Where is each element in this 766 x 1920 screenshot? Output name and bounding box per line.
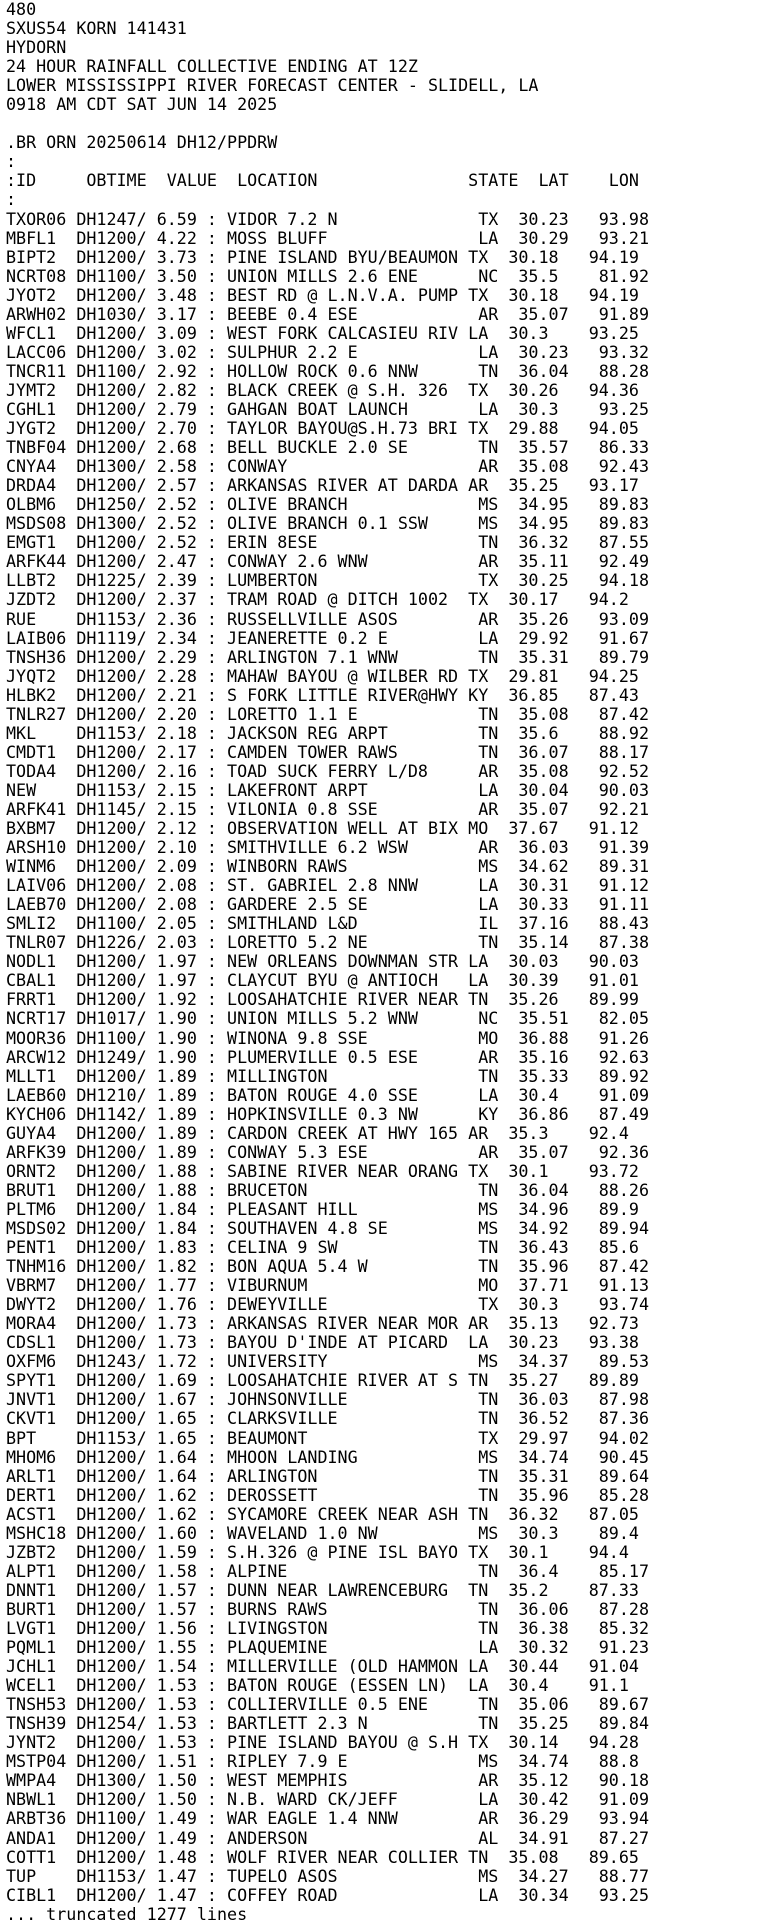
comment-line: :: [6, 151, 17, 172]
data-row: WINM6 DH1200/ 2.09 : WINBORN RAWS MS 34.62 89.31: [6, 856, 649, 877]
data-row: ARFK39 DH1200/ 1.89 : CONWAY 5.3 ESE AR 35.07 92.36: [6, 1141, 649, 1162]
data-row: NEW DH1153/ 2.15 : LAKEFRONT ARPT LA 30.04 90.03: [6, 779, 649, 800]
data-row: MBFL1 DH1200/ 4.22 : MOSS BLUFF LA 30.29 93.21: [6, 227, 649, 248]
data-row: LACC06 DH1200/ 3.02 : SULPHUR 2.2 E LA 30.23 93.32: [6, 341, 649, 362]
data-row: TUP DH1153/ 1.47 : TUPELO ASOS MS 34.27 88.77: [6, 1865, 649, 1886]
data-row: CBAL1 DH1200/ 1.97 : CLAYCUT BYU @ ANTIOCH LA 30.39 91.01: [6, 970, 639, 991]
data-row: JYMT2 DH1200/ 2.82 : BLACK CREEK @ S.H. 326 TX 30.26 94.36: [6, 379, 639, 400]
data-row: WCEL1 DH1200/ 1.53 : BATON ROUGE (ESSEN LN) LA 30.4 91.1: [6, 1675, 629, 1696]
br-line: .BR ORN 20250614 DH12/PPDRW: [6, 132, 278, 153]
data-row: TNCR11 DH1100/ 2.92 : HOLLOW ROCK 0.6 NNW TN 36.04 88.28: [6, 360, 649, 381]
data-row: DERT1 DH1200/ 1.62 : DEROSSETT TN 35.96 85.28: [6, 1484, 649, 1505]
data-row: TNLR27 DH1200/ 2.20 : LORETTO 1.1 E TN 35.08 87.42: [6, 703, 649, 724]
data-row: ALPT1 DH1200/ 1.58 : ALPINE TN 36.4 85.17: [6, 1560, 649, 1581]
data-row: DNNT1 DH1200/ 1.57 : DUNN NEAR LAWRENCEBURG TN 35.2 87.33: [6, 1579, 639, 1600]
data-row: TNSH53 DH1200/ 1.53 : COLLIERVILLE 0.5 ENE TN 35.06 89.67: [6, 1694, 649, 1715]
data-row: CMDT1 DH1200/ 2.17 : CAMDEN TOWER RAWS TN 36.07 88.17: [6, 741, 649, 762]
data-row: LAIB06 DH1119/ 2.34 : JEANERETTE 0.2 E LA 29.92 91.67: [6, 627, 649, 648]
data-row: MSTP04 DH1200/ 1.51 : RIPLEY 7.9 E MS 34.74 88.8: [6, 1751, 639, 1772]
data-row: RUE DH1153/ 2.36 : RUSSELLVILLE ASOS AR 35.26 93.09: [6, 608, 649, 629]
data-row: MSDS02 DH1200/ 1.84 : SOUTHAVEN 4.8 SE MS 34.92 89.94: [6, 1218, 649, 1238]
data-row: LAIV06 DH1200/ 2.08 : ST. GABRIEL 2.8 NNW LA 30.31 91.12: [6, 875, 649, 896]
data-row: FRRT1 DH1200/ 1.92 : LOOSAHATCHIE RIVER NEAR TN 35.26 89.99: [6, 989, 639, 1010]
header-line: HYDORN: [6, 37, 67, 58]
data-row: TNBF04 DH1200/ 2.68 : BELL BUCKLE 2.0 SE TN 35.57 86.33: [6, 437, 649, 458]
data-row: CDSL1 DH1200/ 1.73 : BAYOU D'INDE AT PICARD LA 30.23 93.38: [6, 1332, 639, 1353]
data-row: TNSH36 DH1200/ 2.29 : ARLINGTON 7.1 WNW TN 35.31 89.79: [6, 646, 649, 667]
data-row: MSDS08 DH1300/ 2.52 : OLIVE BRANCH 0.1 SSW MS 34.95 89.83: [6, 513, 649, 534]
header-line: SXUS54 KORN 141431: [6, 18, 187, 39]
data-row: NODL1 DH1200/ 1.97 : NEW ORLEANS DOWNMAN STR LA 30.03 90.03: [6, 951, 639, 972]
data-row: PENT1 DH1200/ 1.83 : CELINA 9 SW TN 36.43 85.6: [6, 1237, 639, 1258]
data-row: MORA4 DH1200/ 1.73 : ARKANSAS RIVER NEAR MOR AR 35.13 92.73: [6, 1313, 639, 1334]
data-row: HLBK2 DH1200/ 2.21 : S FORK LITTLE RIVER@HWY KY 36.85 87.43: [6, 684, 639, 705]
data-row: JNVT1 DH1200/ 1.67 : JOHNSONVILLE TN 36.03 87.98: [6, 1389, 649, 1410]
data-row: JZBT2 DH1200/ 1.59 : S.H.326 @ PINE ISL BAYO TX 30.1 94.4: [6, 1541, 629, 1562]
data-row: BXBM7 DH1200/ 2.12 : OBSERVATION WELL AT BIX MO 37.67 91.12: [6, 818, 639, 839]
data-row: OXFM6 DH1243/ 1.72 : UNIVERSITY MS 34.37 89.53: [6, 1351, 649, 1372]
data-row: LAEB70 DH1200/ 2.08 : GARDERE 2.5 SE LA 30.33 91.11: [6, 894, 649, 915]
truncated-notice: ... truncated 1277 lines: [6, 1903, 248, 1920]
data-row: WMPA4 DH1300/ 1.50 : WEST MEMPHIS AR 35.12 90.18: [6, 1770, 649, 1791]
data-row: ARCW12 DH1249/ 1.90 : PLUMERVILLE 0.5 ESE AR 35.16 92.63: [6, 1046, 649, 1067]
data-row: TNHM16 DH1200/ 1.82 : BON AQUA 5.4 W TN 35.96 87.42: [6, 1256, 649, 1277]
data-row: CKVT1 DH1200/ 1.65 : CLARKSVILLE TN 36.52 87.36: [6, 1408, 649, 1429]
data-row: MKL DH1153/ 2.18 : JACKSON REG ARPT TN 35.6 88.92: [6, 722, 649, 743]
header-line: LOWER MISSISSIPPI RIVER FORECAST CENTER - SLIDELL, LA: [6, 75, 539, 96]
data-row: MOOR36 DH1100/ 1.90 : WINONA 9.8 SSE MO 36.88 91.26: [6, 1027, 649, 1048]
data-row: LAEB60 DH1210/ 1.89 : BATON ROUGE 4.0 SSE LA 30.4 91.09: [6, 1084, 649, 1105]
data-row: TODA4 DH1200/ 2.16 : TOAD SUCK FERRY L/D8 AR 35.08 92.52: [6, 760, 649, 781]
data-row: ACST1 DH1200/ 1.62 : SYCAMORE CREEK NEAR ASH TN 36.32 87.05: [6, 1503, 639, 1524]
comment-line: :: [6, 189, 17, 210]
data-row: LVGT1 DH1200/ 1.56 : LIVINGSTON TN 36.38 85.32: [6, 1617, 649, 1638]
data-row: NCRT08 DH1100/ 3.50 : UNION MILLS 2.6 ENE NC 35.5 81.92: [6, 265, 649, 286]
data-row: TXOR06 DH1247/ 6.59 : VIDOR 7.2 N TX 30.23 93.98: [6, 208, 649, 229]
data-row: MLLT1 DH1200/ 1.89 : MILLINGTON TN 35.33 89.92: [6, 1065, 649, 1086]
data-row: JZDT2 DH1200/ 2.37 : TRAM ROAD @ DITCH 1002 TX 30.17 94.2: [6, 589, 629, 610]
data-row: DRDA4 DH1200/ 2.57 : ARKANSAS RIVER AT DARDA AR 35.25 93.17: [6, 475, 639, 496]
data-row: PLTM6 DH1200/ 1.84 : PLEASANT HILL MS 34.96 89.9: [6, 1198, 639, 1219]
data-row: ARBT36 DH1100/ 1.49 : WAR EAGLE 1.4 NNW AR 36.29 93.94: [6, 1808, 649, 1829]
data-row: ORNT2 DH1200/ 1.88 : SABINE RIVER NEAR ORANG TX 30.1 93.72: [6, 1160, 639, 1181]
data-row: GUYA4 DH1200/ 1.89 : CARDON CREEK AT HWY 165 AR 35.3 92.4: [6, 1122, 629, 1143]
data-row: JYOT2 DH1200/ 3.48 : BEST RD @ L.N.V.A. PUMP TX 30.18 94.19: [6, 284, 639, 305]
data-row: DWYT2 DH1200/ 1.76 : DEWEYVILLE TX 30.3 93.74: [6, 1294, 649, 1315]
data-row: MSHC18 DH1200/ 1.60 : WAVELAND 1.0 NW MS 30.3 89.4: [6, 1522, 639, 1543]
data-row: BURT1 DH1200/ 1.57 : BURNS RAWS TN 36.06 87.28: [6, 1598, 649, 1619]
data-row: JYNT2 DH1200/ 1.53 : PINE ISLAND BAYOU @ S.H TX 30.14 94.28: [6, 1732, 639, 1753]
header-line: 0918 AM CDT SAT JUN 14 2025: [6, 94, 278, 115]
data-row: NCRT17 DH1017/ 1.90 : UNION MILLS 5.2 WNW NC 35.51 82.05: [6, 1008, 649, 1029]
data-row: SMLI2 DH1100/ 2.05 : SMITHLAND L&D IL 37.16 88.43: [6, 913, 649, 934]
data-row: ARFK44 DH1200/ 2.47 : CONWAY 2.6 WNW AR 35.11 92.49: [6, 551, 649, 572]
data-row: CGHL1 DH1200/ 2.79 : GAHGAN BOAT LAUNCH LA 30.3 93.25: [6, 398, 649, 419]
data-row: KYCH06 DH1142/ 1.89 : HOPKINSVILLE 0.3 NW KY 36.86 87.49: [6, 1103, 649, 1124]
data-row: BIPT2 DH1200/ 3.73 : PINE ISLAND BYU/BEAUMON TX 30.18 94.19: [6, 246, 639, 267]
data-row: CIBL1 DH1200/ 1.47 : COFFEY ROAD LA 30.34 93.25: [6, 1884, 649, 1905]
data-row: SPYT1 DH1200/ 1.69 : LOOSAHATCHIE RIVER AT S TN 35.27 89.89: [6, 1370, 639, 1391]
data-row: ARFK41 DH1145/ 2.15 : VILONIA 0.8 SSE AR 35.07 92.21: [6, 798, 649, 819]
data-row: ARWH02 DH1030/ 3.17 : BEEBE 0.4 ESE AR 35.07 91.89: [6, 303, 649, 324]
data-row: TNSH39 DH1254/ 1.53 : BARTLETT 2.3 N TN 35.25 89.84: [6, 1713, 649, 1734]
data-row: ARLT1 DH1200/ 1.64 : ARLINGTON TN 35.31 89.64: [6, 1465, 649, 1486]
data-row: MHOM6 DH1200/ 1.64 : MHOON LANDING MS 34.74 90.45: [6, 1446, 649, 1467]
data-row: EMGT1 DH1200/ 2.52 : ERIN 8ESE TN 36.32 87.55: [6, 532, 649, 553]
data-row: JYQT2 DH1200/ 2.28 : MAHAW BAYOU @ WILBER RD TX 29.81 94.25: [6, 665, 639, 686]
data-row: ANDA1 DH1200/ 1.49 : ANDERSON AL 34.91 87.27: [6, 1827, 649, 1848]
data-row: WFCL1 DH1200/ 3.09 : WEST FORK CALCASIEU RIV LA 30.3 93.25: [6, 322, 639, 343]
data-row: CNYA4 DH1300/ 2.58 : CONWAY AR 35.08 92.43: [6, 456, 649, 477]
data-row: BRUT1 DH1200/ 1.88 : BRUCETON TN 36.04 88.26: [6, 1179, 649, 1200]
data-row: JYGT2 DH1200/ 2.70 : TAYLOR BAYOU@S.H.73 BRI TX 29.88 94.05: [6, 418, 639, 439]
header-line: 24 HOUR RAINFALL COLLECTIVE ENDING AT 12Z: [6, 56, 418, 77]
blank-line: [6, 114, 766, 133]
column-headers: :ID OBTIME VALUE LOCATION STATE LAT LON: [6, 170, 639, 191]
data-row: NBWL1 DH1200/ 1.50 : N.B. WARD CK/JEFF LA 30.42 91.09: [6, 1789, 649, 1810]
data-row: ARSH10 DH1200/ 2.10 : SMITHVILLE 6.2 WSW AR 36.03 91.39: [6, 837, 649, 858]
data-row: JCHL1 DH1200/ 1.54 : MILLERVILLE (OLD HAMMON LA 30.44 91.04: [6, 1656, 639, 1677]
data-row: VBRM7 DH1200/ 1.77 : VIBURNUM MO 37.71 91.13: [6, 1275, 649, 1296]
data-row: BPT DH1153/ 1.65 : BEAUMONT TX 29.97 94.02: [6, 1427, 649, 1448]
data-row: LLBT2 DH1225/ 2.39 : LUMBERTON TX 30.25 94.18: [6, 570, 649, 591]
data-row: PQML1 DH1200/ 1.55 : PLAQUEMINE LA 30.32 91.23: [6, 1637, 649, 1658]
data-row: COTT1 DH1200/ 1.48 : WOLF RIVER NEAR COLLIER TN 35.08 89.65: [6, 1846, 639, 1867]
data-row: TNLR07 DH1226/ 2.03 : LORETTO 5.2 NE TN 35.14 87.38: [6, 932, 649, 953]
data-row: OLBM6 DH1250/ 2.52 : OLIVE BRANCH MS 34.95 89.83: [6, 494, 649, 515]
header-line: 480: [6, 0, 37, 19]
